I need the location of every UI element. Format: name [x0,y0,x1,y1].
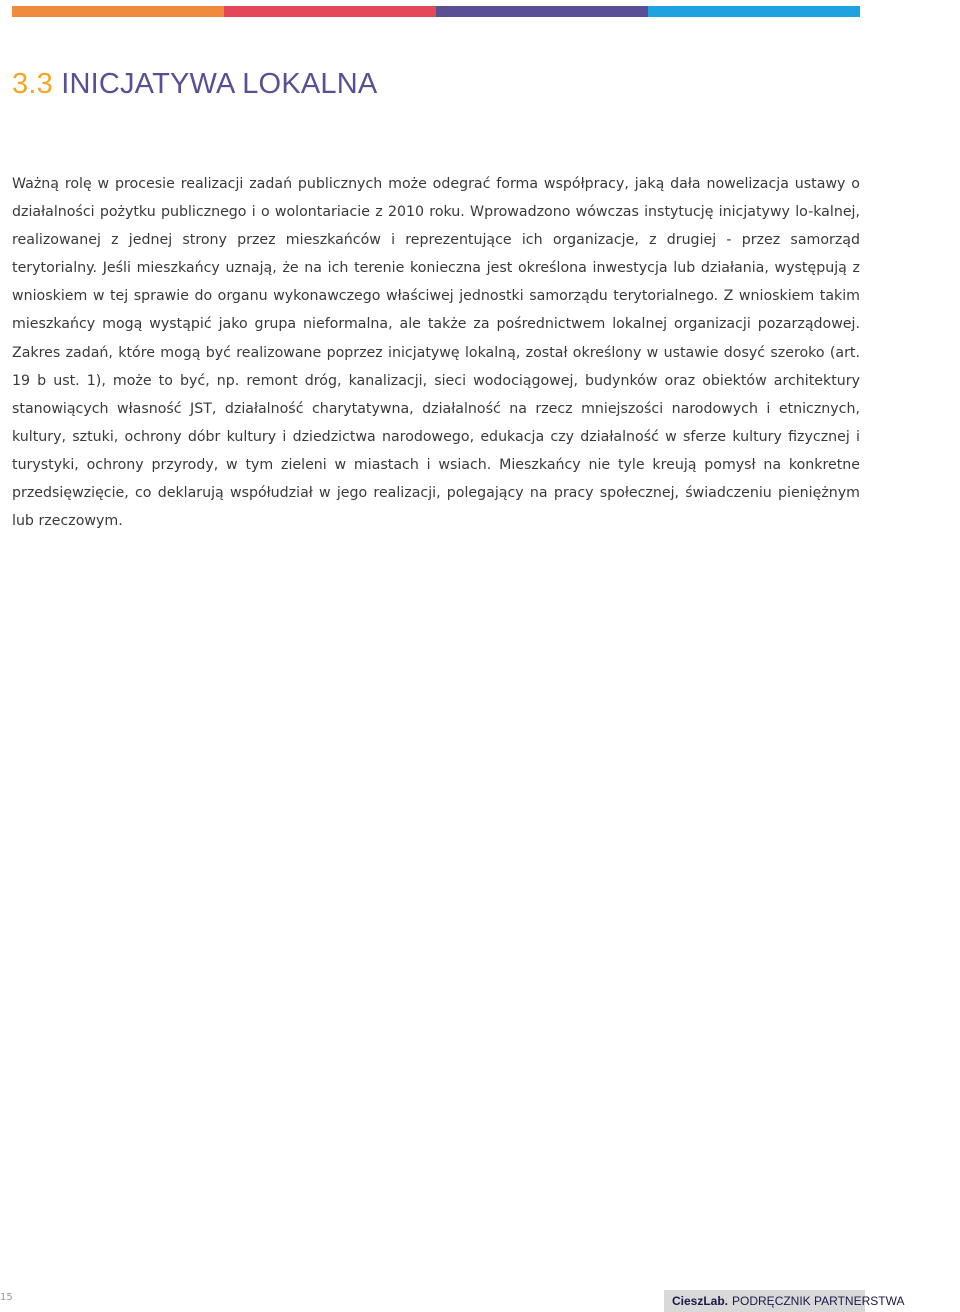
footer-band [664,1290,905,1312]
color-bar-segment-red [224,6,436,17]
color-bar-segment-blue [648,6,860,17]
footer-brand: CieszLab. [672,1294,729,1308]
body-paragraph: Ważną rolę w procesie realizacji zadań publicznych może odegrać forma współpracy, jaką dała nowelizacja ustawy o działalności pożytku publicznego i o wolontariacie z 2010 roku. Wprowadzono wówczas instytucję inicjatywy lo-kalnej, realizowanej z jednej strony przez mieszkańców i reprezentujące ich organizacje, z drugiej - przez samorząd terytorialny. Jeśli mieszkańcy uznają, że na ich terenie konieczna jest określona inwestycja lub działania, występują z wnioskiem w tej sprawie do organu wykonawczego właściwej jednostki samorządu terytorialnego. Z wnioskiem takim mieszkańcy mogą wystąpić jako grupa nieformalna, ale także za pośrednictwem lokalnej organizacji pozarządowej. Zakres zadań, które mogą być realizowane poprzez inicjatywę lokalną, został określony w ustawie dosyć szeroko (art. 19 b ust. 1), może to być, np. remont dróg, kanalizacji, sieci wodociągowej, budynków oraz obiektów architektury stanowiących własność JST, działalność charytatywna, działalność na rzecz mniejszości narodowych i etnicznych, kultury, sztuki, ochrony dóbr kultury i dziedzictwa narodowego, edukacja czy działalność w sferze kultury fizycznej i turystyki, ochrony przyrody, w tym zieleni w miastach i wsiach. Mieszkańcy nie tyle kreują pomysł na konkretne przedsięwzięcie, co deklarują współudział w jego realizacji, polegający na pracy społecznej, świadczeniu pieniężnym lub rzeczowym. [12,176,860,530]
section-title-text: INICJATYWA LOKALNA [61,68,378,100]
section-title [12,64,377,104]
color-bar-segment-purple [436,6,648,17]
section-number: 3.3 [12,68,53,100]
color-bar [12,6,860,17]
footer-title: PODRĘCZNIK PARTNERSTWA [732,1294,905,1308]
page-number: 15 [0,1292,13,1303]
color-bar-segment-orange [12,6,224,17]
